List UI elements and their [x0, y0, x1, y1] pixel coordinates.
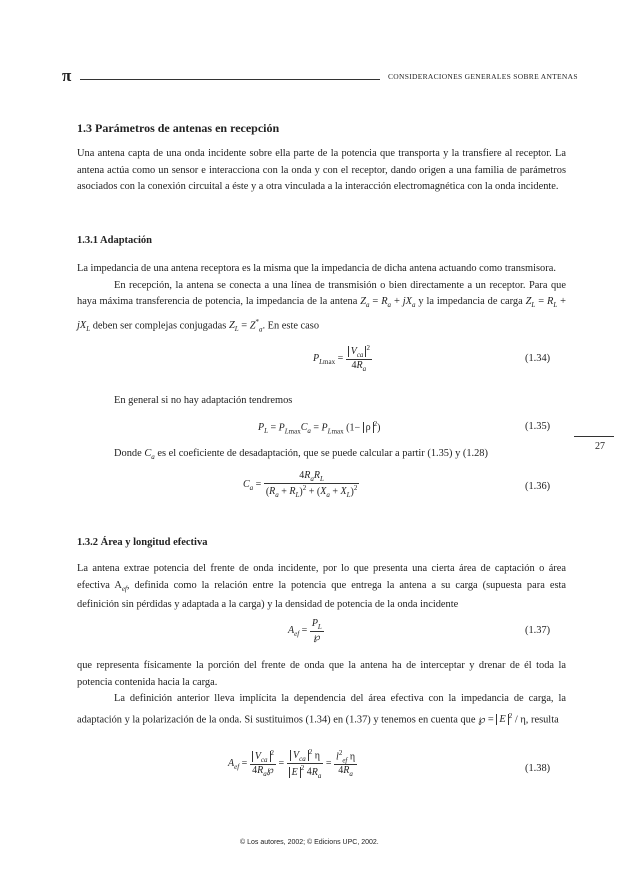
header-rule	[80, 79, 380, 80]
section-title: 1.3 Parámetros de antenas en recepción	[77, 121, 280, 135]
eqnum-1-35: (1.35)	[525, 421, 551, 432]
area-text	[77, 658, 566, 728]
adaptacion-p2: En recepción, la antena se conecta a una línea de transmisión o bien directamente a un receptor. Para que haya máxima transferencia de potencia, la impedancia de la antena $Z_a = R_a + jX_a$ y la impedancia de carga $Z_L = R_L + jX_L$ deben ser complejas conjugadas $Z_L = Z^*_a$. En este caso	[77, 279, 567, 334]
eqnum-1-34: (1.34)	[525, 353, 551, 364]
page-number-rule	[574, 436, 614, 437]
p4-a: Donde	[114, 448, 145, 459]
equation-1-37: $A_{ef}$ = $\frac{P_L}{℘}$	[288, 618, 322, 643]
equation-1-35: $P_L = P_{Lmax}C_a = P_{Lmax}$ (1− ρ $^2$)	[258, 420, 381, 436]
equation-1-36: $C_a$ = $\frac{4R_aR_L}{(R_a + R_L)^2 + (X_a + X_L)^2}$	[243, 470, 358, 500]
running-title: CONSIDERACIONES GENERALES SOBRE ANTENAS	[388, 72, 578, 81]
p2-d: . En este caso	[262, 320, 320, 332]
section-intro	[77, 146, 566, 196]
header-logo: π	[62, 66, 72, 85]
area-p3-a: La definición anterior lleva implícita la dependencia del área efectiva con la impedancia de carga, la adaptación y la polarización de la onda. Si sustituimos (1.34) en (1.37) y tenemos en cuenta que	[77, 693, 566, 725]
p4-b: es el coeficiente de desadaptación, que se puede calcular a partir (1.35) y (1.28)	[154, 448, 488, 459]
adaptacion-p3: En general si no hay adaptación tendremos	[114, 395, 293, 406]
p2-b: y la impedancia de carga	[415, 296, 526, 307]
equation-1-34: $P_{Lmax}$ = $\frac{V_{ca}^2}{4R_a}$	[313, 344, 370, 374]
eqnum-1-37: (1.37)	[525, 625, 551, 636]
copyright-footer: © Los autores, 2002; © Edicions UPC, 2002.	[240, 839, 379, 846]
area-p1: La antena extrae potencia del frente de onda incidente, por lo que presenta una cierta área de captación o área efectiva $A_{ef}$, definida como la relación entre la potencia que entrega la antena a su carga (supuesta para esta definición sin pérdidas y adaptada a la carga) y la densidad de potencia de la onda incidente	[77, 563, 566, 611]
adaptacion-p4: Donde $C_a$ es el coeficiente de desadaptación, que se puede calcular a partir (1.35) y (1.28)	[114, 448, 488, 462]
page-number: 27	[595, 441, 605, 452]
eqnum-1-36: (1.36)	[525, 481, 551, 492]
p2-a: En recepción, la antena se conecta a una línea de transmisión o bien directamente a un receptor. Para que haya máxima transferencia de potencia, la impedancia de la antena	[77, 279, 566, 307]
adaptacion-p1: La impedancia de una antena receptora es la misma que la impedancia de dicha antena actuando como transmisora.	[77, 263, 556, 274]
area-p3: La definición anterior lleva implícita la dependencia del área efectiva con la impedancia de carga, la adaptación y la polarización de la onda. Si sustituimos (1.34) en (1.37) y tenemos en cuenta que ℘ = E $^2$ / η, resulta	[77, 693, 566, 725]
p2-c: deben ser complejas conjugadas	[90, 320, 229, 332]
area-p1-a: La antena extrae potencia del frente de onda incidente, por lo que presenta una cierta área de captación o área efectiva A	[77, 563, 566, 591]
area-p1-b: , definida como la relación entre la potencia que entrega la antena a su carga (supuesta para esta definición sin pérdidas y adaptada a la carga) y la densidad de potencia de la onda incidente	[77, 579, 566, 611]
adaptacion-text	[77, 261, 566, 338]
intro-paragraph: Una antena capta de una onda incidente sobre ella parte de la potencia que transporta y la transfiere al receptor. La antena actúa como un sensor e interacciona con la onda y con el receptor, dando origen a una familia de parámetros asociados con la conexión circuital a éste y a otra vinculada a la interacción electromagnética con la onda incidente.	[77, 148, 566, 192]
area-p2: que representa físicamente la porción del frente de onda que la antena ha de interceptar y drenar de él toda la potencia contenida hacia la carga.	[77, 660, 566, 688]
equation-1-38: $A_{ef}$ = $\frac{V_{ca}^2}{4R_a℘}$ = $\frac{V_{ca}^2 \eta}{E ^2 4R_a}$ = $\frac{l^2_{ef} \eta}{4R_a}$	[228, 748, 356, 780]
eqnum-1-38: (1.38)	[525, 763, 551, 774]
subsection-title-adaptacion: 1.3.1 Adaptación	[77, 235, 152, 246]
area-p3-b: , resulta	[525, 713, 559, 725]
subsection-title-area: 1.3.2 Área y longitud efectiva	[77, 537, 208, 548]
